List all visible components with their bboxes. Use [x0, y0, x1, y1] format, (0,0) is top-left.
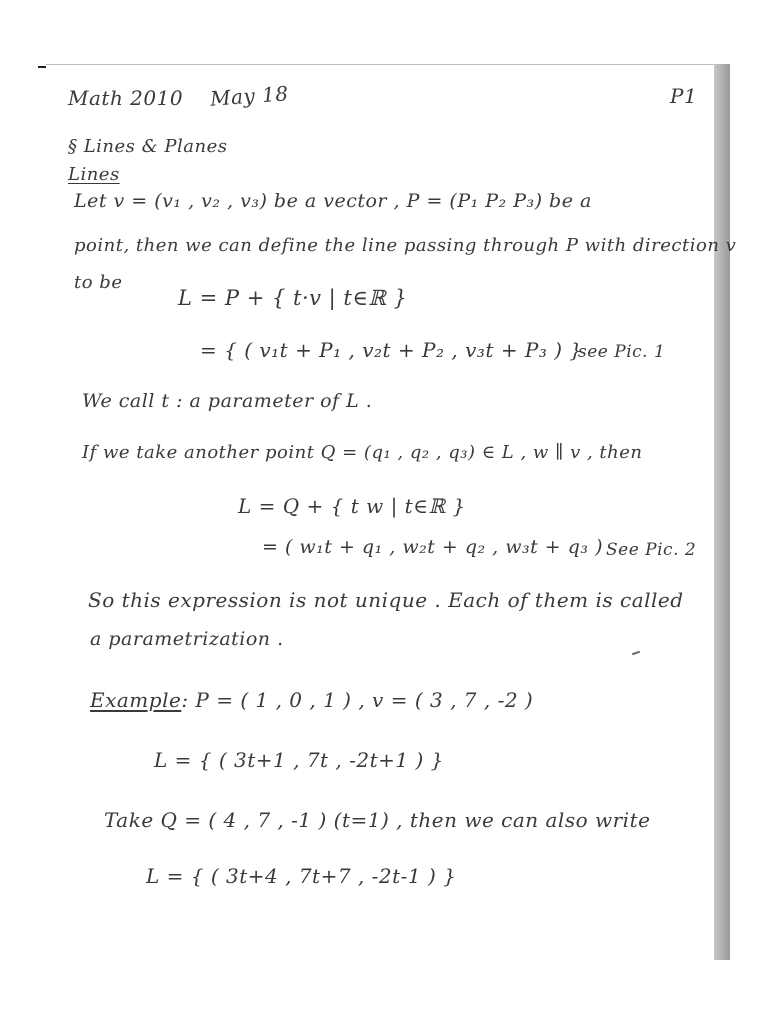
line-component-equation: = { ( v₁t + P₁ , v₂t + P₂ , v₃t + P₃ ) } — [200, 338, 583, 362]
example-label: Example — [90, 688, 182, 712]
stray-pen-mark — [632, 651, 640, 656]
date-label: May 18 — [209, 81, 290, 111]
example-line-equation: L = { ( 3t+1 , 7t , -2t+1 ) } — [154, 748, 444, 772]
line-alt-component-equation: = ( w₁t + q₁ , w₂t + q₂ , w₃t + q₃ ) — [262, 536, 603, 558]
picture-reference-2: See Pic. 2 — [606, 540, 697, 560]
course-title: Math 2010 — [68, 86, 184, 110]
uniqueness-sentence: So this expression is not unique . Each of them is called — [88, 588, 684, 612]
line-alt-definition-equation: L = Q + { t w | t∈ℝ } — [238, 494, 466, 518]
take-q-sentence: Take Q = ( 4 , 7 , -1 ) (t=1) , then we can also write — [104, 808, 651, 832]
section-title: § Lines & Planes — [68, 136, 228, 157]
page-edge-shadow — [714, 64, 730, 960]
another-point-sentence: If we take another point Q = (q₁ , q₂ , q₃) ∈ L , w ∥ v , then — [82, 442, 643, 463]
parameter-sentence: We call t : a parameter of L . — [82, 390, 373, 412]
example-alt-line-equation: L = { ( 3t+4 , 7t+7 , -2t-1 ) } — [146, 864, 457, 888]
definition-line-1 — [74, 190, 592, 212]
definition-line-1-text: Let v = (v₁ , v₂ , v₃) be a vector , P = (P₁ P₂ P₃) be a — [74, 190, 592, 212]
scan-mark — [38, 66, 46, 68]
page-number: P1 — [670, 84, 698, 108]
example-givens: : P = ( 1 , 0 , 1 ) , v = ( 3 , 7 , -2 ) — [181, 688, 534, 712]
definition-line-2: point, then we can define the line passing through P with direction v — [74, 235, 737, 256]
parametrization-sentence: a parametrization . — [90, 628, 284, 650]
definition-line-3-left: to be — [74, 272, 123, 293]
picture-reference-1: see Pic. 1 — [578, 342, 666, 362]
page-top-edge — [46, 64, 714, 65]
section-subheading: Lines — [68, 164, 120, 185]
line-definition-equation: L = P + { t·v | t∈ℝ } — [178, 286, 408, 310]
example-line — [90, 688, 533, 712]
